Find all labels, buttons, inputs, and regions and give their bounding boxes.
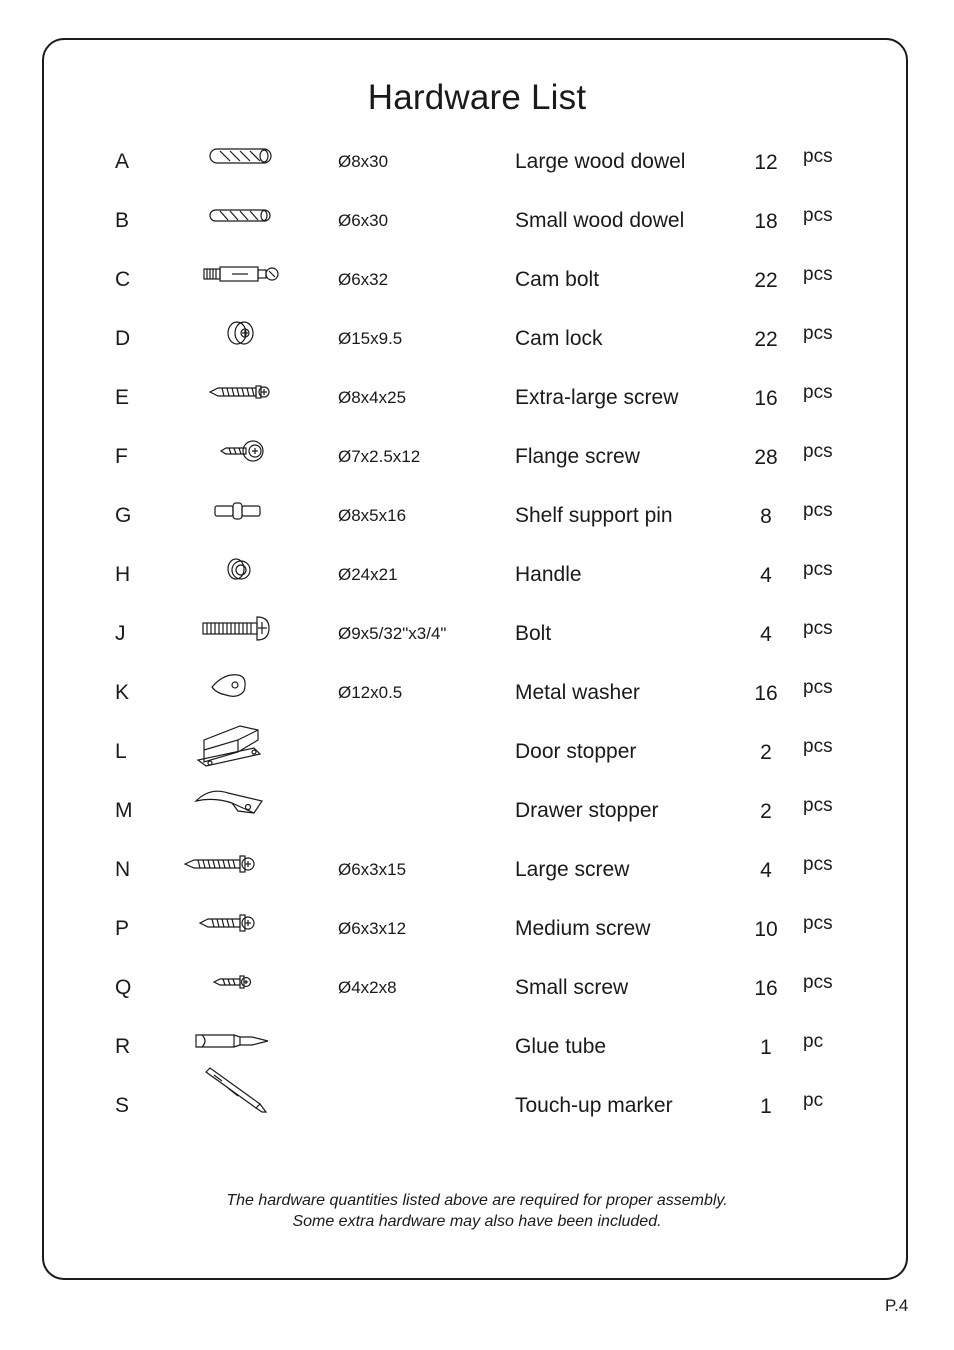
list-item: [0, 736, 954, 799]
item-dimension: Ø24x21: [338, 565, 398, 584]
item-letter: L: [115, 740, 127, 763]
item-dimension: Ø6x30: [338, 211, 389, 230]
footer-note-line-1: The hardware quantities listed above are required for proper assembly.: [226, 1192, 728, 1209]
list-item: [0, 677, 954, 740]
item-unit: pcs: [803, 736, 833, 757]
list-item: [0, 382, 954, 445]
item-quantity: 22: [754, 328, 778, 351]
item-dimension: Ø8x4x25: [338, 388, 407, 407]
item-dimension: Ø7x2.5x12: [338, 447, 421, 466]
list-item: [0, 264, 954, 327]
item-description: Large screw: [515, 858, 630, 881]
item-letter: B: [115, 209, 130, 232]
item-quantity: 16: [754, 977, 778, 1000]
page-title: Hardware List: [367, 78, 587, 117]
list-item: [0, 1090, 954, 1153]
item-quantity: 4: [760, 623, 772, 646]
item-quantity: 16: [754, 682, 778, 705]
item-letter: H: [115, 563, 131, 586]
item-unit: pcs: [803, 972, 833, 993]
item-quantity: 1: [760, 1036, 772, 1059]
item-quantity: 4: [760, 564, 772, 587]
item-quantity: 8: [760, 505, 772, 528]
item-dimension: Ø8x30: [338, 152, 389, 171]
list-item: [0, 618, 954, 681]
wood-dowel-icon: [178, 191, 298, 239]
item-letter: M: [115, 799, 133, 822]
list-item: [0, 559, 954, 622]
item-letter: C: [115, 268, 131, 291]
item-description: Extra-large screw: [515, 386, 679, 409]
list-item: [0, 854, 954, 917]
item-quantity: 4: [760, 859, 772, 882]
item-unit: pcs: [803, 382, 833, 403]
item-quantity: 18: [754, 210, 778, 233]
list-item: [0, 205, 954, 268]
list-item: [0, 795, 954, 858]
item-dimension: Ø8x5x16: [338, 506, 407, 525]
item-description: Bolt: [515, 622, 552, 645]
item-description: Touch-up marker: [515, 1094, 673, 1117]
door-stopper-icon: [178, 722, 298, 770]
list-item: [0, 500, 954, 563]
footer-note-line-2: Some extra hardware may also have been included.: [292, 1213, 662, 1230]
glue-tube-icon: [178, 1017, 298, 1065]
item-unit: pc: [803, 1090, 824, 1111]
item-unit: pcs: [803, 323, 833, 344]
item-letter: Q: [115, 976, 132, 999]
item-quantity: 12: [754, 151, 778, 174]
item-description: Medium screw: [515, 917, 651, 940]
item-unit: pcs: [803, 264, 833, 285]
item-letter: G: [115, 504, 132, 527]
touch-up-marker-icon: [178, 1076, 298, 1124]
list-item: [0, 972, 954, 1035]
list-item: [0, 323, 954, 386]
item-unit: pcs: [803, 441, 833, 462]
item-letter: N: [115, 858, 131, 881]
item-dimension: Ø9x5/32"x3/4": [338, 624, 447, 643]
item-description: Shelf support pin: [515, 504, 673, 527]
item-description: Small wood dowel: [515, 209, 685, 232]
item-letter: S: [115, 1094, 130, 1117]
item-description: Glue tube: [515, 1035, 607, 1058]
item-letter: K: [115, 681, 130, 704]
screw-icon: [178, 840, 298, 888]
item-unit: pcs: [803, 618, 833, 639]
item-description: Drawer stopper: [515, 799, 659, 822]
item-quantity: 2: [760, 741, 772, 764]
item-quantity: 22: [754, 269, 778, 292]
list-item: [0, 1031, 954, 1094]
drawer-stopper-icon: [178, 781, 298, 829]
item-letter: F: [115, 445, 128, 468]
item-dimension: Ø6x3x12: [338, 919, 407, 938]
screw-icon: [178, 368, 298, 416]
bolt-icon: [178, 604, 298, 652]
item-unit: pcs: [803, 795, 833, 816]
item-letter: R: [115, 1035, 131, 1058]
item-description: Small screw: [515, 976, 629, 999]
flange-screw-icon: [178, 427, 298, 475]
item-letter: J: [115, 622, 126, 645]
item-description: Door stopper: [515, 740, 637, 763]
page-number: P.4: [885, 1296, 909, 1315]
metal-washer-icon: [178, 663, 298, 711]
list-item: [0, 913, 954, 976]
item-unit: pc: [803, 1031, 824, 1052]
item-letter: D: [115, 327, 131, 350]
shelf-pin-icon: [178, 486, 298, 534]
item-unit: pcs: [803, 559, 833, 580]
cam-bolt-icon: [178, 250, 298, 298]
item-quantity: 2: [760, 800, 772, 823]
item-unit: pcs: [803, 677, 833, 698]
item-quantity: 28: [754, 446, 778, 469]
item-dimension: Ø6x3x15: [338, 860, 407, 879]
item-description: Cam bolt: [515, 268, 600, 291]
item-letter: E: [115, 386, 130, 409]
screw-icon: [178, 899, 298, 947]
screw-icon: [178, 958, 298, 1006]
list-item: [0, 146, 954, 209]
item-quantity: 1: [760, 1095, 772, 1118]
item-unit: pcs: [803, 854, 833, 875]
item-quantity: 16: [754, 387, 778, 410]
item-unit: pcs: [803, 500, 833, 521]
list-item: [0, 441, 954, 504]
cam-lock-icon: [178, 309, 298, 357]
item-letter: A: [115, 150, 130, 173]
item-quantity: 10: [754, 918, 778, 941]
item-dimension: Ø4x2x8: [338, 978, 397, 997]
item-description: Large wood dowel: [515, 150, 686, 173]
item-dimension: Ø6x32: [338, 270, 389, 289]
item-unit: pcs: [803, 146, 833, 167]
item-description: Flange screw: [515, 445, 640, 468]
item-description: Handle: [515, 563, 582, 586]
item-letter: P: [115, 917, 130, 940]
item-dimension: Ø12x0.5: [338, 683, 403, 702]
item-unit: pcs: [803, 913, 833, 934]
item-unit: pcs: [803, 205, 833, 226]
knob-handle-icon: [178, 545, 298, 593]
wood-dowel-icon: [178, 132, 298, 180]
item-description: Metal washer: [515, 681, 640, 704]
item-dimension: Ø15x9.5: [338, 329, 403, 348]
item-description: Cam lock: [515, 327, 603, 350]
